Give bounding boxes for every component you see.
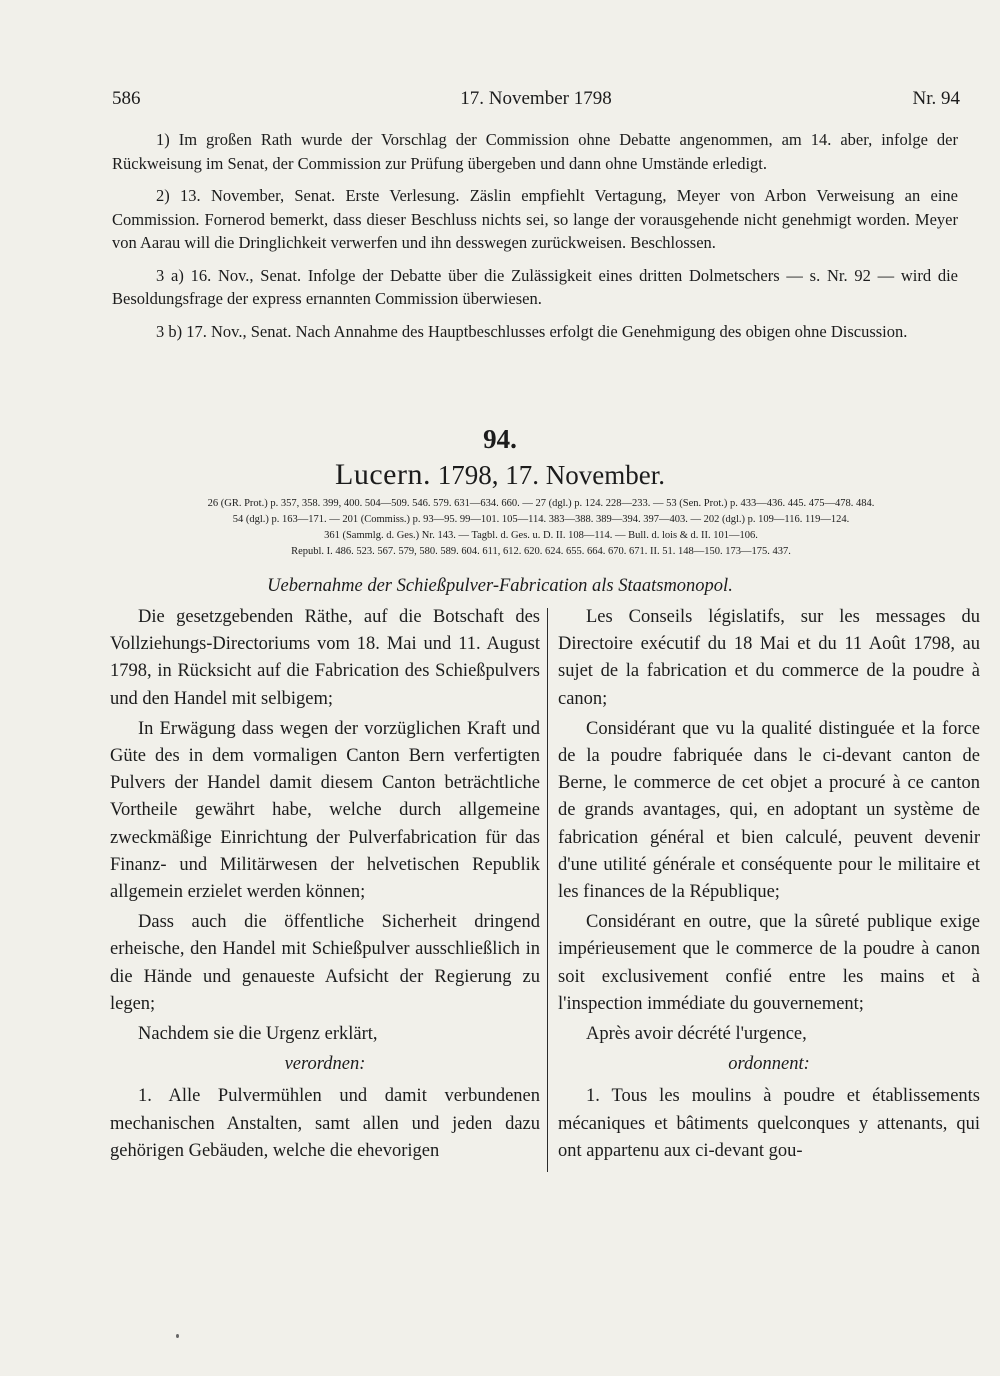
note-3b: 3 b) 17. Nov., Senat. Nach Annahme des Hauptbeschlusses erfolgt die Genehmigung des obigen ohne Discussion. [156,321,908,341]
reference-line: 361 (Sammlg. d. Ges.) Nr. 143. — Tagbl. d. Ges. u. D. II. 108—114. — Bull. d. lois & d. II. 101—106. [324,530,758,541]
paper-speck [176,1334,179,1338]
french-article-1: 1. Tous les moulins à poudre et établissements mécaniques et bâtiments quelconques y attenants, qui ont appartenu aux ci-devant gou- [558,1086,980,1161]
source-references [100,496,982,560]
document-title: Uebernahme der Schießpulver-Fabrication als Staatsmonopol. [267,576,733,596]
german-article-1: 1. Alle Pulvermühlen und damit verbundenen mechanischen Anstalten, samt allen und jeden dazu gehörigen Gebäuden, welche die ehevorigen [110,1086,540,1161]
french-considering-1: Considérant que vu la qualité distinguée et la force de la poudre fabriquée dans le ci-devant canton de Berne, le commerce de cet objet a procuré à ce canton de grands avantages, qui, en adoptant un système de fabrication général et bien calculé, peuvent devenir d'une utilité générale et conséquente pour le militaire et les finances de la République; [558,718,980,903]
document-place: Lucern. [335,458,431,491]
document-place-date [0,458,1000,492]
french-considering-2: Considérant en outre, que la sûreté publique exige impérieusement que le commerce de la poudre à canon soit exclusivement confié entre les mains et à l'inspection immédiate du gouvernement; [558,912,980,1014]
french-column [558,604,980,1168]
note-1: 1) Im großen Rath wurde der Vorschlag der Commission ohne Debatte angenommen, am 14. aber, infolge der Rückweisung im Senat, der Commission zur Prüfung übergeben und dann ohne Umstände erledigt. [112,130,958,173]
reference-line: 26 (GR. Prot.) p. 357, 358. 399, 400. 504—509. 546. 579. 631—634. 660. — 27 (dgl.) p. 124. 228—233. — 53 (Sen. Prot.) p. 433—436. 445. 475—478. 484. [207,498,875,509]
german-urgency: Nachdem sie die Urgenz erklärt, [138,1024,378,1045]
reference-line: Republ. I. 486. 523. 567. 579, 580. 589. 604. 611, 612. 620. 624. 655. 664. 670. 671. II. 51. 148—150. 173—175. 437. [291,546,791,557]
reference-line: 54 (dgl.) p. 163—171. — 201 (Commiss.) p. 93—95. 99—101. 105—114. 383—388. 389—394. 397—403. — 202 (dgl.) p. 109—116. 119—124. [232,514,850,525]
column-divider [547,608,548,1172]
german-considering-1: In Erwägung dass wegen der vorzüglichen Kraft und Güte des in dem vormaligen Canton Bern verfertigten Pulvers der Handel damit diesem Canton beträchtliche Vortheile gewährt habe, welche durch allgemeine zweckmäßige Einrichtung der Pulverfabrication für das Finanz- und Militärwesen der helvetischen Republik allgemein erzielet werden können; [110,718,540,903]
note-2: 2) 13. November, Senat. Erste Verlesung. Zäslin empfiehlt Vertagung, Meyer von Arbon Verweisung an eine Commission. Fornerod bemerkt, dass dieser Beschluss nichts sei, so lange der vorausgehende nicht genehmigt worden. Meyer von Aarau will die Dringlichkeit verwerfen und ihn desswegen zurückweisen. Beschlossen. [112,186,958,252]
german-considering-2: Dass auch die öffentliche Sicherheit dringend erheische, den Handel mit Schießpulver ausschließlich in die Hände und genaueste Aufsicht der Regierung zu legen; [110,912,540,1014]
french-preamble: Les Conseils législatifs, sur les messages du Directoire exécutif du 18 Mai et du 11 Août 1798, au sujet de la fabrication et du commerce de la poudre à canon; [558,607,980,709]
header-date: 17. November 1798 [460,88,612,109]
french-urgency: Après avoir décrété l'urgence, [586,1024,807,1045]
german-preamble: Die gesetzgebenden Räthe, auf die Botschaft des Vollziehungs-Directoriums vom 18. Mai und 11. August 1798, in Rücksicht auf die Fabrication des Schießpulvers und den Handel mit selbigem; [110,607,540,709]
german-column [110,604,540,1168]
french-enacting-verb: ordonnent: [728,1054,810,1075]
footnotes-previous-document [112,128,958,352]
document-date: 17. November. [505,460,665,490]
german-enacting-verb: verordnen: [284,1054,366,1075]
note-3a: 3 a) 16. Nov., Senat. Infolge der Debatte über die Zulässigkeit eines dritten Dolmetschers — s. Nr. 92 — wird die Besoldungsfrage der express ernannten Commission überwiesen. [112,265,958,308]
document-number: 94. [483,424,517,454]
running-head [112,88,960,114]
document-number-header: Nr. 94 [912,88,960,109]
page-number: 586 [112,88,141,109]
document-year: 1798, [437,460,499,490]
